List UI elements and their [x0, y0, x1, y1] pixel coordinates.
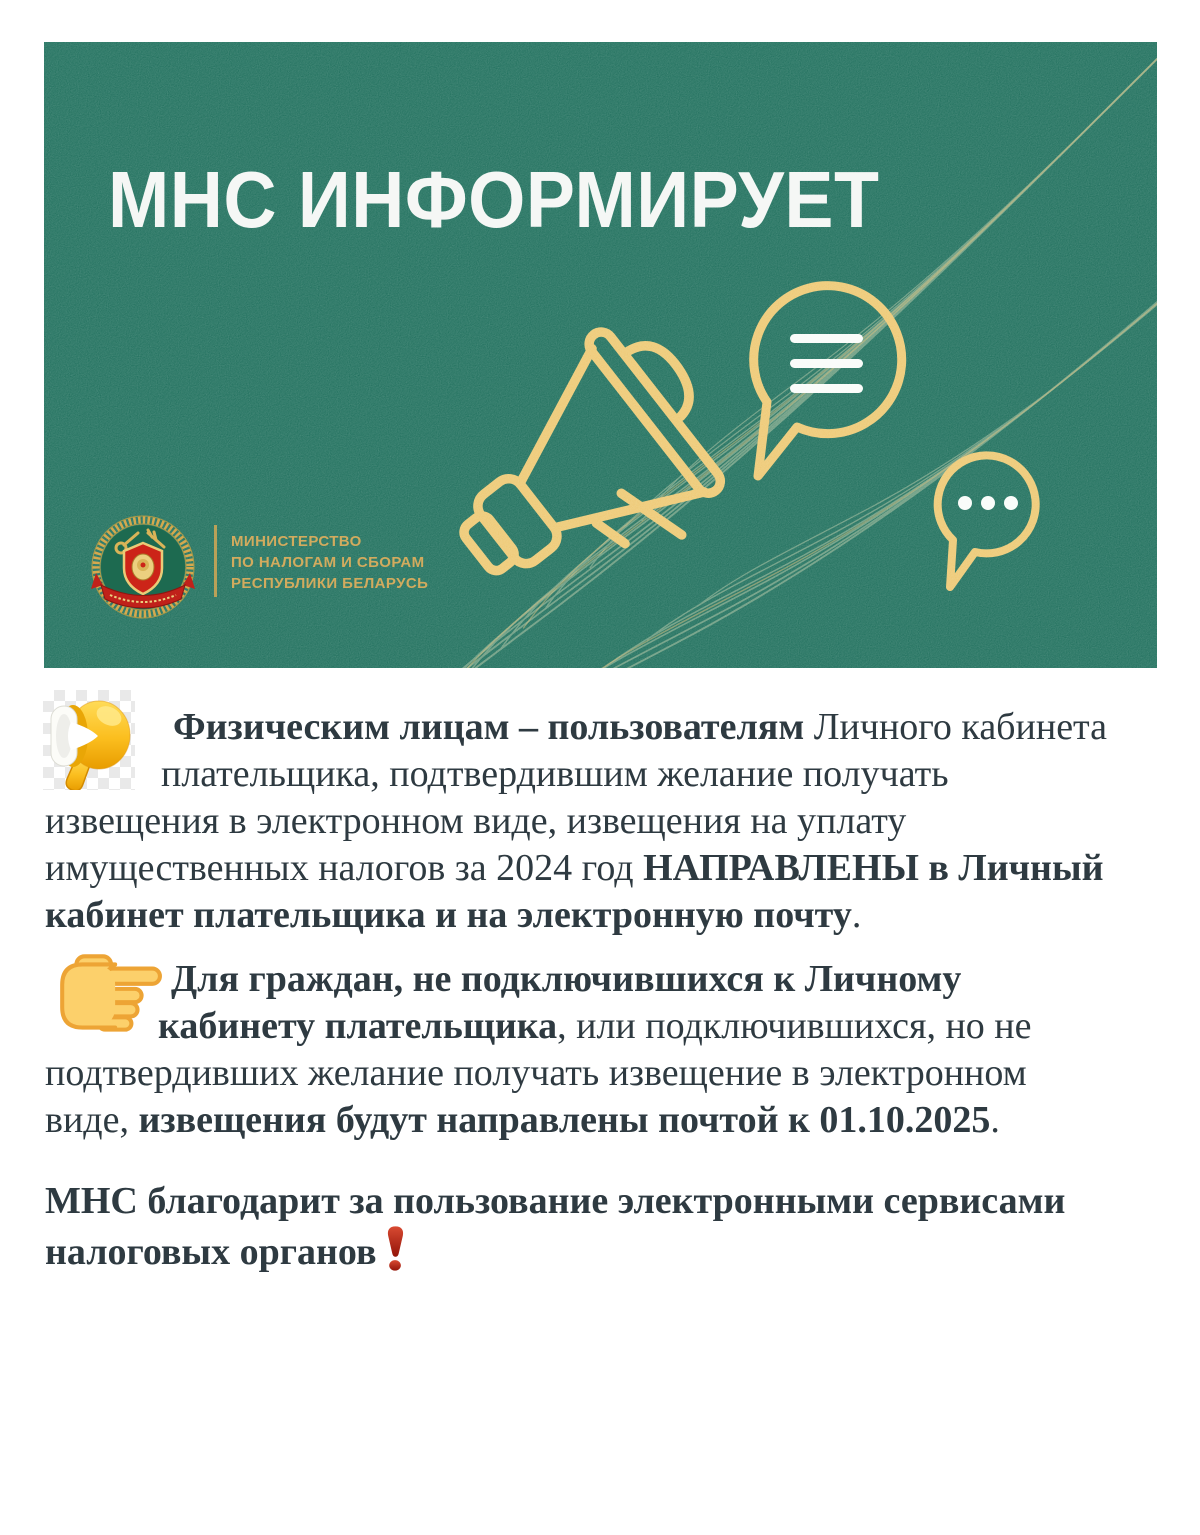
text-line [45, 1225, 1175, 1272]
text-line [45, 751, 1175, 798]
ministry-logo [44, 42, 1157, 668]
mns-banner [44, 42, 1157, 668]
text-line [45, 892, 1175, 939]
text-segment: Для граждан, не подключившихся к Личному [171, 958, 962, 1000]
ministry-name-line: МИНИСТЕРСТВО [231, 533, 362, 550]
paragraph-citizens [45, 956, 1175, 1144]
text-segment: кабинету плательщика [158, 1005, 558, 1047]
text-segment: Личного кабинета [804, 706, 1107, 748]
text-line [45, 1050, 1175, 1097]
banner-title: МНС ИНФОРМИРУЕТ [108, 155, 880, 244]
text-segment: . [990, 1099, 1000, 1141]
text-segment: виде, [45, 1099, 139, 1141]
ministry-name [231, 531, 428, 594]
text-line [45, 845, 1175, 892]
paragraph-thanks [45, 1178, 1175, 1272]
text-segment: подтвердивших желание получать извещение в электронном [45, 1052, 1027, 1094]
text-segment: плательщика, подтвердившим желание получать [161, 753, 949, 795]
text-line [45, 1097, 1175, 1144]
text-segment: извещения будут направлены почтой к 01.10.2025 [138, 1099, 991, 1141]
logo-separator [214, 525, 217, 597]
text-segment: налоговых органов [45, 1231, 377, 1273]
text-segment: , или подключившихся, но не [557, 1005, 1032, 1047]
text-segment: Физическим лицам – пользователям [173, 706, 805, 748]
text-line [45, 798, 1175, 845]
ministry-name-line: РЕСПУБЛИКИ БЕЛАРУСЬ [231, 575, 429, 592]
text-segment: кабинет плательщика и на электронную почту [45, 894, 852, 936]
text-line [45, 704, 1175, 751]
ministry-name-line: ПО НАЛОГАМ И СБОРАМ [231, 554, 425, 571]
text-line [45, 1178, 1175, 1225]
text-line [45, 1003, 1175, 1050]
text-segment: МНС благодарит за пользование электронными сервисами [45, 1180, 1066, 1222]
red-exclamation-icon [384, 1225, 407, 1272]
text-segment: . [851, 894, 862, 936]
emblem-icon [88, 511, 198, 627]
text-line [45, 956, 1175, 1003]
paragraph-individuals [45, 704, 1175, 939]
text-segment: извещения в электронном виде, извещения на уплату [45, 800, 907, 842]
text-segment: имущественных налогов за 2024 год [45, 847, 644, 889]
text-segment: НАПРАВЛЕНЫ в Личный [643, 847, 1104, 889]
